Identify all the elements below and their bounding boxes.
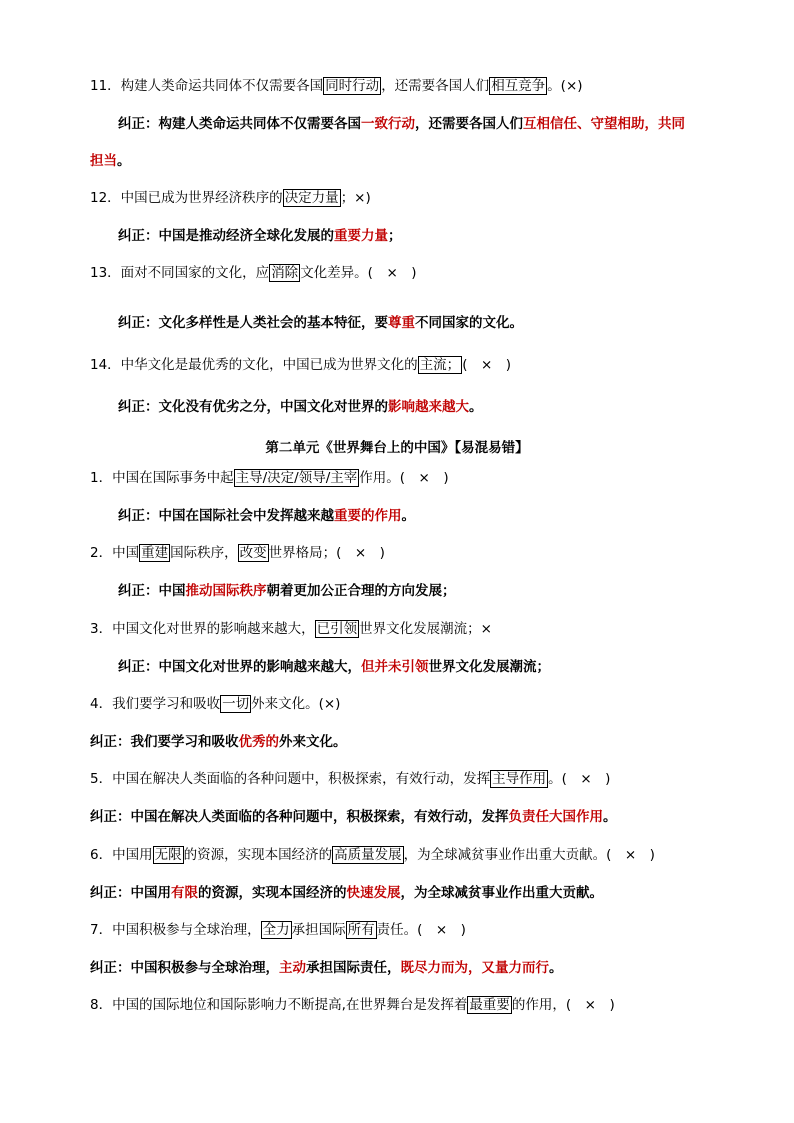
correction-12: 纠正：中国是推动经济全球化发展的重要力量； <box>118 228 402 244</box>
question-8: 8．中国的国际地位和国际影响力不断提高,在世界舞台是发挥着 最重要 的作用，( × ) <box>90 997 615 1013</box>
question-11: 11．构建人类命运共同体不仅需要各国 同时行动 ，还需要各国人们 相互竞争 。(×) <box>90 78 583 94</box>
question-14: 14．中华文化是最优秀的文化，中国已成为世界文化的 主流； ( × ) <box>90 357 512 373</box>
correction-1: 纠正：中国在国际社会中发挥越来越重要的作用。 <box>118 508 415 524</box>
correction-6: 纠正：中国用有限的资源，实现本国经济的快速发展，为全球减贫事业作出重大贡献。 <box>90 885 603 901</box>
question-1: 1．中国在国际事务中起 主导/决定/领导/主宰 作用。( × ) <box>90 470 449 486</box>
correction-5: 纠正：中国在解决人类面临的各种问题中，积极探索，有效行动，发挥负责任大国作用。 <box>90 809 617 825</box>
question-6: 6．中国用 无限 的资源，实现本国经济的 高质量发展 ，为全球减贫事业作出重大贡献。( × ) <box>90 847 655 863</box>
question-13: 13．面对不同国家的文化，应 消除 文化差异。( × ) <box>90 265 417 281</box>
correction-11-cont: 担当。 <box>90 153 131 169</box>
correction-4: 纠正：我们要学习和吸收优秀的外来文化。 <box>90 734 347 750</box>
question-2: 2．中国 重建 国际秩序， 改变 世界格局；( × ) <box>90 545 385 561</box>
correction-3: 纠正：中国文化对世界的影响越来越大，但并未引领世界文化发展潮流； <box>118 659 550 675</box>
question-4: 4．我们要学习和吸收 一切 外来文化。(×) <box>90 696 341 712</box>
correction-11: 纠正：构建人类命运共同体不仅需要各国一致行动，还需要各国人们互相信任、守望相助，共同 <box>118 116 685 132</box>
correction-2: 纠正：中国推动国际秩序朝着更加公正合理的方向发展； <box>118 583 456 599</box>
correction-7: 纠正：中国积极参与全球治理，主动承担国际责任，既尽力而为，又量力而行。 <box>90 960 563 976</box>
correction-13: 纠正：文化多样性是人类社会的基本特征，要尊重不同国家的文化。 <box>118 315 523 331</box>
question-7: 7．中国积极参与全球治理， 全力 承担国际 所有 责任。( × ) <box>90 922 466 938</box>
question-3: 3．中国文化对世界的影响越来越大， 已引领 世界文化发展潮流；× <box>90 621 492 637</box>
section-title: 第二单元《世界舞台上的中国》【易混易错】 <box>265 440 529 456</box>
question-12: 12．中国已成为世界经济秩序的 决定力量 ；×) <box>90 190 371 206</box>
correction-14: 纠正：文化没有优劣之分，中国文化对世界的影响越来越大。 <box>118 399 483 415</box>
question-5: 5．中国在解决人类面临的各种问题中，积极探索，有效行动，发挥 主导作用 。( × ) <box>90 771 611 787</box>
